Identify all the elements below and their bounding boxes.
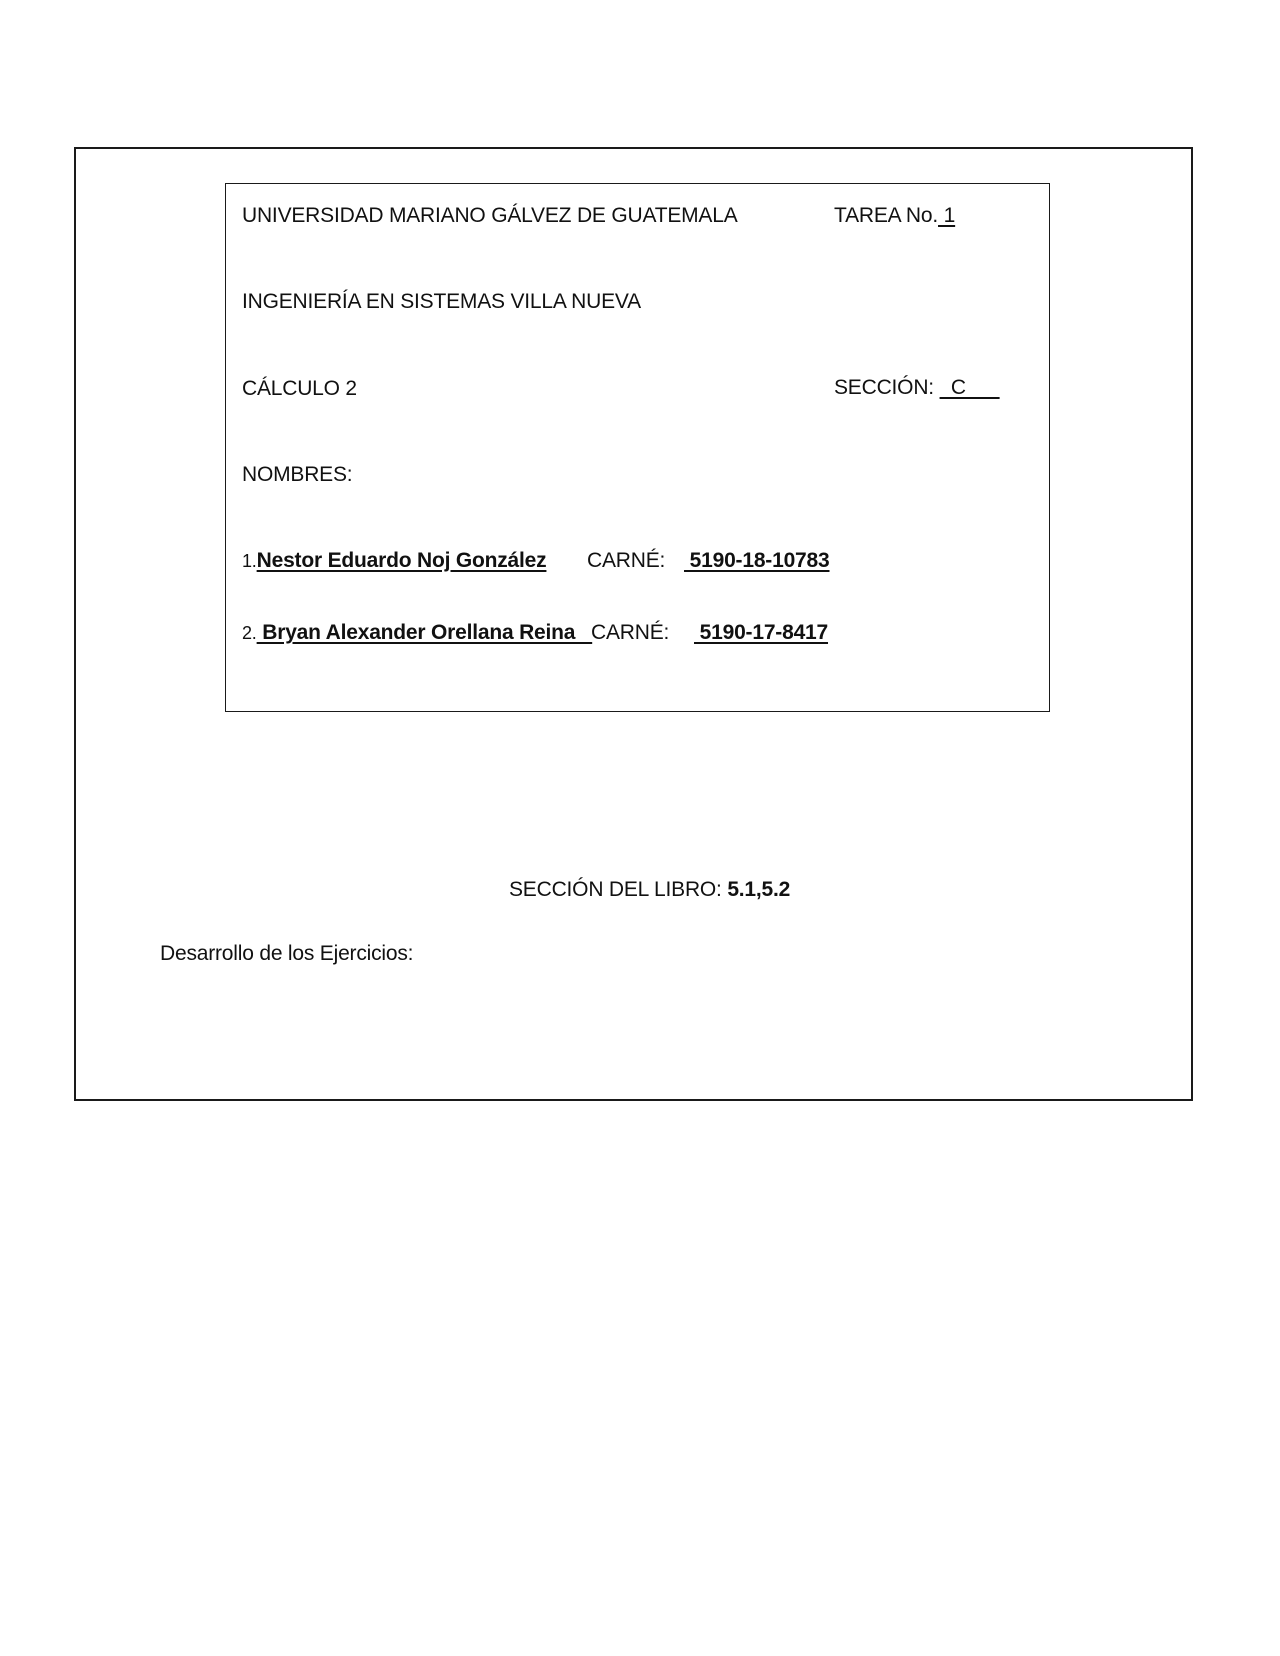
student-1-carne: 5190-18-10783	[684, 549, 830, 572]
task-label-text: TAREA No.	[834, 204, 939, 227]
section-value: C	[939, 376, 1000, 399]
book-section-label: SECCIÓN DEL LIBRO:	[509, 878, 728, 901]
student-2-carne: 5190-17-8417	[694, 621, 829, 644]
names-label: NOMBRES:	[242, 463, 353, 486]
exercises-heading: Desarrollo de los Ejercicios:	[160, 942, 414, 965]
student-row-2	[242, 620, 592, 646]
task-label	[834, 203, 955, 229]
student-2-name: Bryan Alexander Orellana Reina	[256, 621, 593, 644]
student-2-carne-label: CARNÉ:	[591, 621, 670, 644]
university-name: UNIVERSIDAD MARIANO GÁLVEZ DE GUATEMALA	[242, 204, 738, 227]
student-1-carne-label: CARNÉ:	[587, 549, 666, 572]
student-2-index: 2.	[242, 623, 257, 643]
student-1-name: Nestor Eduardo Noj González	[256, 549, 547, 572]
section-label: SECCIÓN:	[834, 376, 934, 399]
section-field	[834, 375, 1000, 401]
course-name: CÁLCULO 2	[242, 377, 357, 400]
student-row-1	[242, 548, 546, 574]
program-name: INGENIERÍA EN SISTEMAS VILLA NUEVA	[242, 290, 641, 313]
student-1-index: 1.	[242, 551, 257, 571]
book-section	[509, 877, 790, 903]
task-number: 1	[938, 204, 956, 227]
book-section-value: 5.1,5.2	[727, 878, 791, 901]
